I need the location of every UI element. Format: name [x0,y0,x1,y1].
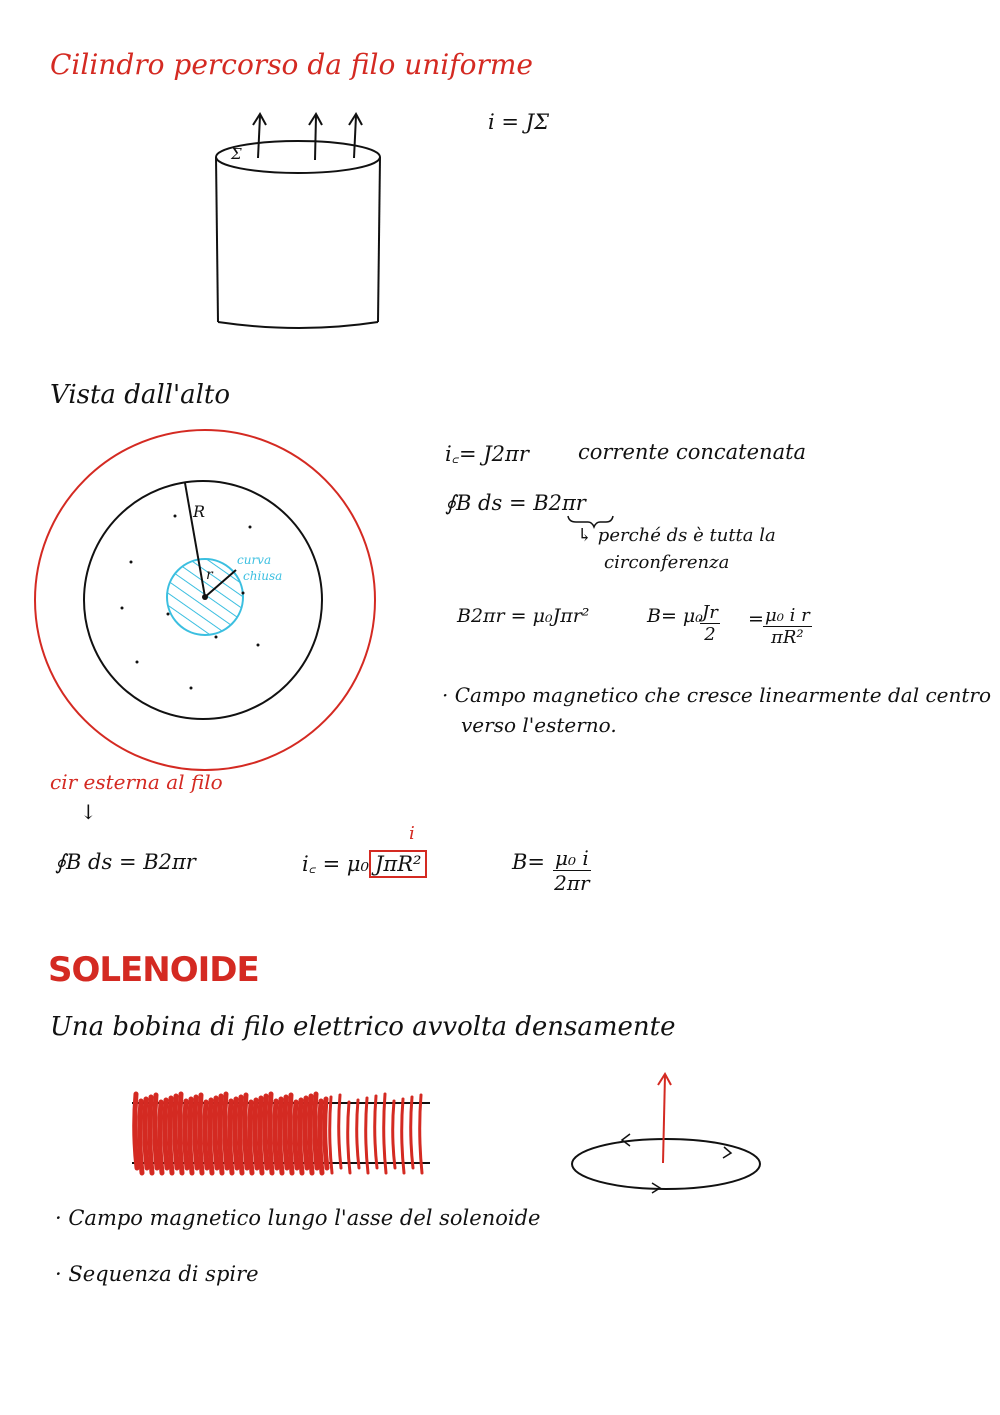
solenoid-turn [357,1100,359,1168]
external-circuit-label: cir esterna al filo [50,770,223,794]
sigma-label: Σ [231,145,242,163]
solenoid-turn [295,1102,297,1168]
solenoid-turn [339,1095,341,1168]
equation-ampere-inside: B2πr = μ₀Jπr² [457,605,590,627]
solenoid-turn [330,1097,332,1173]
solenoid-turn [155,1095,157,1168]
fraction-numerator: Jr [702,602,718,623]
equation-concatenated-current: i꜀= J2πr [445,442,529,466]
solenoid-turn [310,1096,312,1173]
solenoid-turn [190,1099,192,1173]
solenoid-turn [140,1101,142,1173]
solenoid-turn [200,1095,202,1173]
solenoid-turn [235,1099,237,1168]
equation-external-b-prefix: B= [512,850,546,874]
solenoid-turn [384,1094,386,1173]
solenoid-turn [270,1094,272,1173]
solenoid-turn [240,1097,242,1173]
current-label-above-box: i [409,823,415,844]
curve-label-line2: chiusa [243,569,283,583]
solenoid-turn [250,1102,252,1173]
equation-external-current-prefix: i꜀ = μ₀ [302,852,369,876]
solenoid-turn [210,1100,212,1173]
solenoid-turn [393,1101,395,1168]
section-title-solenoid: SOLENOIDE [48,950,259,990]
solenoid-turn [300,1100,302,1173]
solenoid-turn [320,1101,322,1173]
solenoid-turn [215,1098,217,1168]
solenoid-turn [366,1098,368,1173]
equation-external-current [302,850,427,878]
note-linear-field-line1: · Campo magnetico che cresce linearmente dal centro [442,683,992,707]
fraction-denominator: 2πr [554,871,590,895]
section-title-cylinder: Cilindro percorso da filo uniforme [50,48,533,81]
loop-drawing [572,1074,760,1193]
solenoid-turn [255,1100,257,1168]
solenoid-turn [411,1097,413,1168]
fraction-denominator: 2 [704,624,716,645]
circulation-note-line2: circonferenza [604,552,730,573]
solenoid-turn [220,1096,222,1173]
solenoid-description: Una bobina di filo elettrico avvolta densamente [50,1012,676,1042]
boxed-total-current: JπR² [369,850,427,878]
solenoid-turn [280,1099,282,1173]
equation-concatenated-note: corrente concatenata [578,440,807,464]
bullet-field-along-axis: · Campo magnetico lungo l'asse del solenoide [55,1206,541,1230]
solenoid-turn [420,1095,422,1173]
solenoid-turn [285,1097,287,1168]
equation-b-prefix: B= μ₀ [647,605,703,627]
solenoid-turn [225,1094,227,1168]
solenoid-turn [160,1102,162,1173]
solenoid-drawing [132,1094,430,1173]
solenoid-turn [145,1099,147,1168]
solenoid-turn [315,1094,317,1168]
fraction-numerator: μ₀ i r [765,605,810,626]
solenoid-turn [180,1094,182,1173]
solenoid-turn [402,1099,404,1173]
solenoid-turn [305,1098,307,1168]
equation-current-sigma: i = JΣ [488,110,549,134]
radius-label-big: R [193,502,206,521]
section-title-top-view: Vista dall'alto [50,380,231,410]
solenoid-turn [195,1097,197,1168]
solenoid-turn [348,1102,350,1173]
solenoid-turn [205,1102,207,1168]
fraction-external-b [553,846,591,895]
fraction-b-mu-i-r [763,605,812,648]
note-linear-field-line2: verso l'esterno. [461,713,617,737]
top-view-drawing [35,430,375,770]
curve-label-line1: curva [237,553,272,567]
solenoid-turn [175,1096,177,1168]
solenoid-turn [170,1098,172,1173]
solenoid-turn [230,1101,232,1173]
solenoid-turn [245,1095,247,1168]
equation-equals: = [748,608,764,630]
down-arrow: ↓ [80,800,97,824]
equation-external-circulation: ∮B ds = B2πr [55,850,196,874]
solenoid-turn [375,1096,377,1168]
solenoid-turn [150,1097,152,1173]
fraction-b-jr-2 [700,602,720,645]
bullet-sequence-of-turns: · Sequenza di spire [55,1262,259,1286]
fraction-numerator: μ₀ i [555,846,589,870]
solenoid-turn [275,1101,277,1168]
fraction-denominator: πR² [771,627,804,648]
circulation-note-line1: ↳ perché ds è tutta la [577,525,776,546]
solenoid-turn [185,1101,187,1168]
equation-circulation: ∮B ds = B2πr [445,491,586,515]
solenoid-turn [135,1094,137,1168]
solenoid-turn [260,1098,262,1173]
solenoid-turn [290,1095,292,1173]
radius-label-small: r [206,567,213,583]
solenoid-turn [265,1096,267,1168]
solenoid-turn [165,1100,167,1168]
solenoid-turn [325,1099,327,1168]
